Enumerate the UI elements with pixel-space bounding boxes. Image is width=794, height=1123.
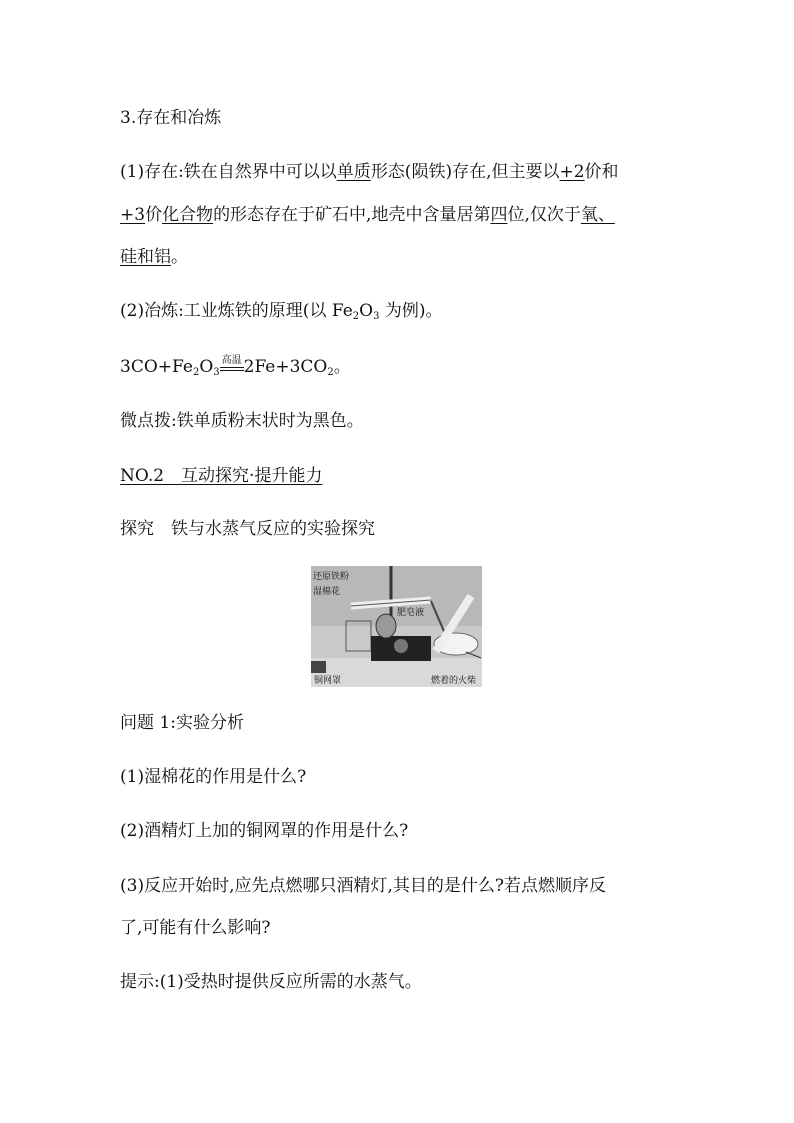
existence-line-2: +3价化合物的形态存在于矿石中,地壳中含量居第四位,仅次于氧、 <box>120 205 615 225</box>
label-copper-mesh: 铜网罩 <box>314 676 342 686</box>
blank-valence-3: +3 <box>120 205 146 225</box>
label-iron-powder: 还原铁粉 <box>313 572 350 582</box>
blank-free-form: 单质 <box>336 162 371 182</box>
blank-elements-b: 硅和铝 <box>120 247 171 267</box>
smelting-line: (2)冶炼:工业炼铁的原理(以 $Fe_2O_3$ 为例)。 <box>120 301 443 322</box>
hint-line: 提示:(1)受热时提供反应所需的水蒸气。 <box>120 972 422 992</box>
tip-line: 微点拨:铁单质粉末状时为黑色。 <box>120 411 364 431</box>
question-1-3-line-1: (3)反应开始时,应先点燃哪只酒精灯,其目的是什么?若点燃顺序反 <box>120 876 607 896</box>
blank-rank: 四 <box>490 205 508 225</box>
section-title: 3.存在和冶炼 <box>120 108 222 128</box>
blank-elements-a: 氧、 <box>580 205 615 225</box>
chemical-equation: $3CO+Fe_2O_3$ 高温 $2Fe+3CO_2$。 <box>120 355 351 378</box>
blank-valence-2: +2 <box>559 162 585 182</box>
question-1-3-line-2: 了,可能有什么影响? <box>120 918 271 938</box>
question-1-title: 问题 1:实验分析 <box>120 713 244 733</box>
experiment-photo <box>311 566 482 687</box>
section-2-title: NO.2 互动探究·提升能力 <box>120 466 323 486</box>
label-soap: 肥皂液 <box>397 608 425 618</box>
explore-title: 探究 铁与水蒸气反应的实验探究 <box>120 519 375 539</box>
blank-compound: 化合物 <box>162 205 214 225</box>
question-1-2: (2)酒精灯上加的铜网罩的作用是什么? <box>120 821 409 841</box>
question-1-1: (1)湿棉花的作用是什么? <box>120 767 307 787</box>
label-wet-cotton: 湿棉花 <box>313 587 341 597</box>
existence-line-3: 硅和铝。 <box>120 247 188 267</box>
existence-line-1: (1)存在:铁在自然界中可以以单质形态(陨铁)存在,但主要以+2价和 <box>120 162 619 182</box>
label-match: 燃着的火柴 <box>431 676 477 686</box>
reaction-condition: 高温 <box>220 357 244 377</box>
